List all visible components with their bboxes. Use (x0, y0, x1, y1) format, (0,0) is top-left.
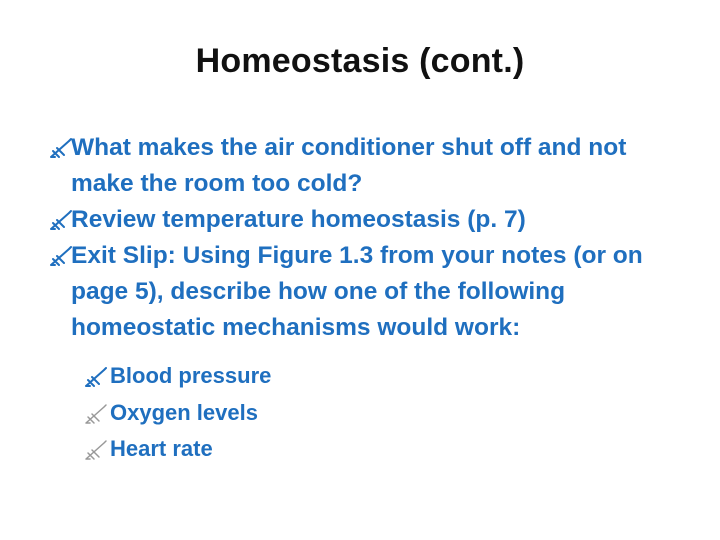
quill-pen-icon (84, 366, 108, 388)
quill-pen-icon (49, 137, 73, 159)
sub-bullet-item (84, 395, 644, 432)
quill-pen-icon (84, 439, 108, 461)
bullet-text: Review temperature homeostasis (p. 7) (71, 206, 526, 233)
sub-bullet-item (84, 358, 644, 395)
slide-title: Homeostasis (cont.) (195, 42, 525, 80)
quill-pen-icon (84, 403, 108, 425)
bullet-item (55, 130, 695, 202)
sub-bullet-list (84, 358, 644, 468)
quill-pen-icon (49, 209, 73, 231)
bullet-list (55, 130, 695, 346)
bullet-item (55, 238, 695, 346)
sub-bullet-text: Oxygen levels (110, 399, 258, 425)
sub-bullet-text: Heart rate (110, 436, 213, 461)
sub-bullet-item (84, 431, 644, 468)
bullet-text: What makes the air conditioner shut off and not make the room too cold? (71, 134, 627, 197)
bullet-item (55, 202, 695, 238)
quill-pen-icon (49, 245, 73, 267)
bullet-text: Exit Slip: Using Figure 1.3 from your notes (or on page 5), describe how one of the following homeostatic mechanisms would work: (71, 242, 643, 341)
sub-bullet-text: Blood pressure (110, 363, 272, 388)
